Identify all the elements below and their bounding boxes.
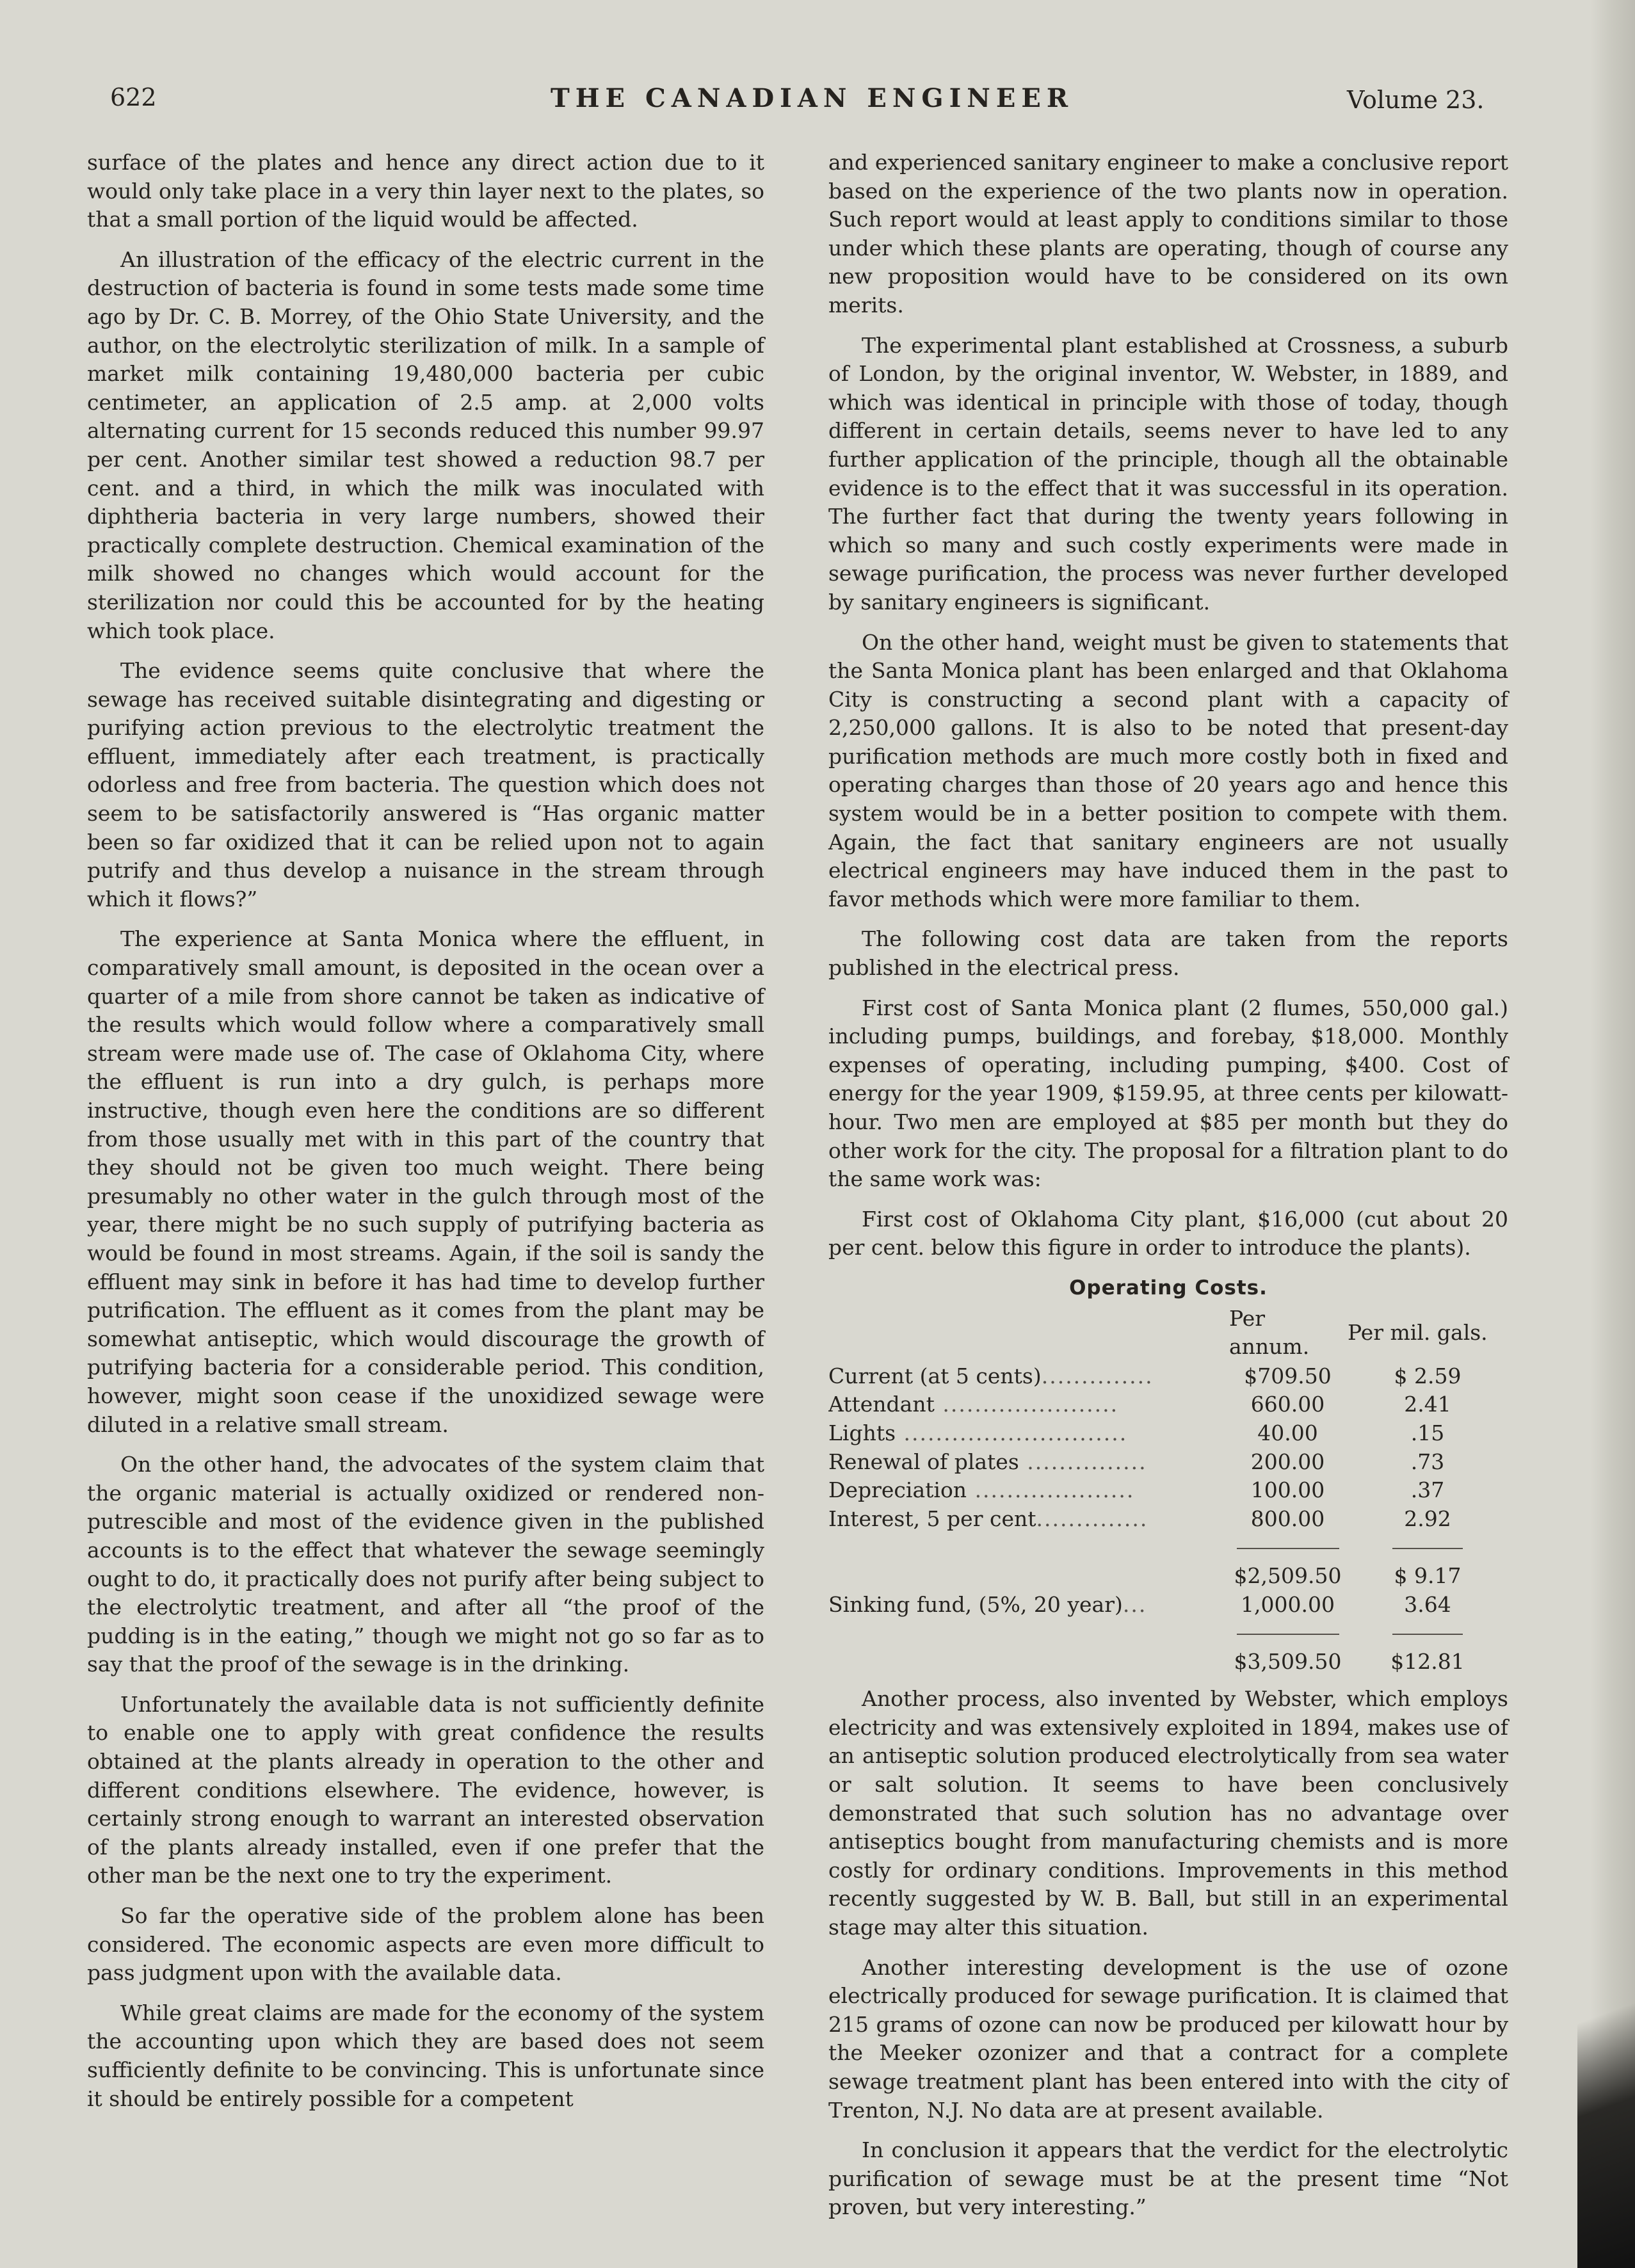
table-row: Lights ............................ 40.00 .15 (828, 1419, 1508, 1448)
paragraph: surface of the plates and hence any direct action due to it would only take place in a very thin layer next to the plates, so that a small portion of the liquid would be affected. (87, 150, 764, 232)
paragraph: While great claims are made for the economy of the system the accounting upon which they are based does not seem sufficiently definite to be convincing. This is unfortunate since it should be entirely possible for a competent (87, 2000, 764, 2111)
row-label: Sinking fund, (5%, 20 year) (828, 1591, 1123, 1617)
total-row (828, 1648, 1508, 1677)
cell-per-mil: .37 (1410, 1477, 1445, 1503)
cell-per-mil: .73 (1410, 1449, 1445, 1474)
total-rule (1237, 1634, 1339, 1635)
table-row: Attendant ...................... 660.00 2.41 (828, 1390, 1508, 1419)
cell-per-mil: .15 (1410, 1420, 1445, 1445)
paragraph: The experimental plant established at Crossness, a suburb of London, by the original inventor, W. Webster, in 1889, and which was identical in principle with those of today, though different in certain details, seems never to have led to any further application of the principle, though all the obtainable evidence is to the effect that it was successful in its operation. The further fact that during the twenty years following in which so many and such costly experiments were made in sewage purification, the process was never further developed by sanitary engineers is significant. (828, 332, 1508, 615)
total-per-annum: $3,509.50 (1234, 1648, 1342, 1674)
cell-per-mil: 3.64 (1404, 1591, 1451, 1617)
cell-per-annum: 100.00 (1250, 1477, 1325, 1503)
paragraph: An illustration of the efficacy of the electric current in the destruction of bacteria is found in some tests made some time ago by Dr. C. B. Morrey, of the Ohio State University, and the author, on the electrolytic sterilization of milk. In a sample of market milk containing 19,480,000 bacteria per cubic centimeter, an application of 2.5 amp. at 2,000 volts alternating current for 15 seconds reduced this number 99.97 per cent. Another similar test showed a reduction 98.7 per cent. and a third, in which the milk was inoculated with diphtheria bacteria in very large numbers, showed their practically complete destruction. Chemical examination of the milk showed no changes which would account for the sterilization nor could this be accounted for by the heating which took place. (87, 246, 764, 643)
table-row: Depreciation .................... 100.00 .37 (828, 1476, 1508, 1505)
row-label: Attendant (828, 1392, 935, 1417)
page-corner-shadow (1577, 1910, 1635, 2268)
cell-per-mil: 2.41 (1404, 1392, 1451, 1417)
cell-per-annum: 1,000.00 (1241, 1591, 1335, 1617)
subtotal-per-annum: $2,509.50 (1234, 1563, 1342, 1588)
paragraph: Another interesting development is the use of ozone electrically produced for sewage purification. It is claimed that 215 grams of ozone can now be produced per kilowatt hour by the Meeker ozonizer and that a contract for a complete sewage treatment plant has been entered into with the city of Trenton, N.J. No data are at present available. (828, 1954, 1508, 2123)
right-column (828, 149, 1508, 2233)
table-row: Renewal of plates ............... 200.00 .73 (828, 1448, 1508, 1477)
cell-per-annum: $709.50 (1244, 1363, 1332, 1388)
page-header (0, 83, 1635, 128)
column-header-per-mil-gals: Per mil. gals. (1348, 1319, 1488, 1345)
column-header-per-annum: Per annum. (1229, 1305, 1310, 1360)
volume-label: Volume 23. (1347, 86, 1485, 114)
cell-per-annum: 200.00 (1250, 1449, 1325, 1474)
paragraph: So far the operative side of the problem alone has been considered. The economic aspects are even more difficult to pass judgment upon with the available data. (87, 1903, 764, 1986)
paragraph: First cost of Santa Monica plant (2 flumes, 550,000 gal.) including pumps, buildings, and forebay, $18,000. Monthly expenses of operating, including pumping, $400. Cost of energy for the year 1909, $159.95, at three cents per kilowatt-hour. Two men are employed at $85 per month but they do other work for the city. The proposal for a filtration plant to do the same work was: (828, 995, 1508, 1192)
row-label: Interest, 5 per cent (828, 1506, 1036, 1531)
paragraph: The following cost data are taken from the reports published in the electrical press. (828, 926, 1508, 981)
total-rule (1392, 1634, 1463, 1635)
paragraph: The experience at Santa Monica where the effluent, in comparatively small amount, is deposited in the ocean over a quarter of a mile from shore cannot be taken as indicative of the results which would follow where a comparatively small stream were made use of. The case of Oklahoma City, where the effluent is run into a dry gulch, is perhaps more instructive, though even here the conditions are so different from those usually met with in this part of the country that they should not be given too much weight. There being presumably no other water in the gulch through most of the year, there might be no such supply of putrifying bacteria as would be found in most streams. Again, if the soil is sandy the effluent may sink in before it has had time to develop further putrification. The effluent as it comes from the plant may be somewhat antiseptic, which would discourage the growth of putrifying bacteria for a considerable period. This condition, however, might soon cease if the unoxidized sewage were diluted in a relative small stream. (87, 926, 764, 1437)
paragraph: Unfortunately the available data is not sufficiently definite to enable one to apply with great confidence the results obtained at the plants already in operation to the other and different conditions elsewhere. The evidence, however, is certainly strong enough to warrant an interested observation of the plants already installed, even if one prefer that the other man be the next one to try the experiment. (87, 1691, 764, 1888)
subtotal-per-mil: $ 9.17 (1394, 1563, 1462, 1588)
cell-per-annum: 660.00 (1250, 1392, 1325, 1417)
table-rule-row (828, 1533, 1508, 1562)
row-label: Current (at 5 cents) (828, 1363, 1042, 1388)
cell-per-mil: $ 2.59 (1394, 1363, 1462, 1388)
sum-rule (1237, 1548, 1339, 1549)
paragraph: Another process, also invented by Webster, which employs electricity and was extensively exploited in 1894, makes use of an antiseptic solution produced electrolytically from sea water or salt solution. It seems to have been conclusively demonstrated that such solution has no advantage over antiseptics bought from manufacturing chemists and is more costly for ordinary conditions. Improvements in this method recently suggested by W. B. Ball, but still in an experimental stage may alter this situation. (828, 1686, 1508, 1940)
page-number: 622 (110, 83, 157, 111)
table-row: Current (at 5 cents).............. $709.50 $ 2.59 (828, 1362, 1508, 1391)
paragraph: On the other hand, the advocates of the system claim that the organic material is actually oxidized or rendered non-putrescible and most of the evidence given in the published accounts is to the effect that whatever the sewage seemingly ought to do, it practically does not purify after being subject to the electrolytic treatment, and after all “the proof of the pudding is in the eating,” though we might not go so far as to say that the proof of the sewage is in the drinking. (87, 1452, 764, 1677)
table-row: Interest, 5 per cent.............. 800.00 2.92 (828, 1505, 1508, 1534)
table-rule-row (828, 1619, 1508, 1648)
paragraph: In conclusion it appears that the verdict for the electrolytic purification of sewage must be at the present time “Not proven, but very interesting.” (828, 2137, 1508, 2220)
table-row: Sinking fund, (5%, 20 year)... 1,000.00 3.64 (828, 1591, 1508, 1620)
left-column (87, 149, 764, 2125)
paragraph: First cost of Oklahoma City plant, $16,000 (cut about 20 per cent. below this figure in order to introduce the plants). (828, 1206, 1508, 1260)
cost-table-title: Operating Costs. (1069, 1276, 1268, 1299)
row-label: Lights (828, 1420, 896, 1445)
row-label: Renewal of plates (828, 1449, 1019, 1474)
after-table-text (828, 1685, 1508, 2222)
paragraph: The evidence seems quite conclusive that where the sewage has received suitable disintegrating and digesting or purifying action previous to the electrolytic treatment the effluent, immediately after each treatment, is practically odorless and free from bacteria. The question which does not seem to be satisfactorily answered is “Has organic matter been so far oxidized that it can be relied upon not to again putrify and thus develop a nuisance in the stream through which it flows?” (87, 658, 764, 912)
subtotal-row (828, 1562, 1508, 1591)
cell-per-annum: 40.00 (1257, 1420, 1318, 1445)
paragraph: On the other hand, weight must be given to statements that the Santa Monica plant has been enlarged and that Oklahoma City is constructing a second plant with a capacity of 2,250,000 gallons. It is also to be noted that present-day purification methods are much more costly both in fixed and operating charges than those of 20 years ago and hence this system would be in a better position to compete with them. Again, the fact that sanitary engineers are not usually electrical engineers may have induced them in the past to favor methods which were more familiar to them. (828, 629, 1508, 912)
row-label: Depreciation (828, 1477, 967, 1503)
paragraph: and experienced sanitary engineer to make a conclusive report based on the experience of the two plants now in operation. Such report would at least apply to conditions similar to those under which these plants are operating, though of course any new proposition would have to be considered on its own merits. (828, 150, 1508, 318)
journal-title: THE CANADIAN ENGINEER (551, 83, 1074, 113)
table-header-row (828, 1304, 1508, 1362)
cell-per-annum: 800.00 (1250, 1506, 1325, 1531)
cell-per-mil: 2.92 (1404, 1506, 1451, 1531)
operating-costs-table (828, 1304, 1508, 1677)
sum-rule (1392, 1548, 1463, 1549)
total-per-mil: $12.81 (1390, 1648, 1465, 1674)
